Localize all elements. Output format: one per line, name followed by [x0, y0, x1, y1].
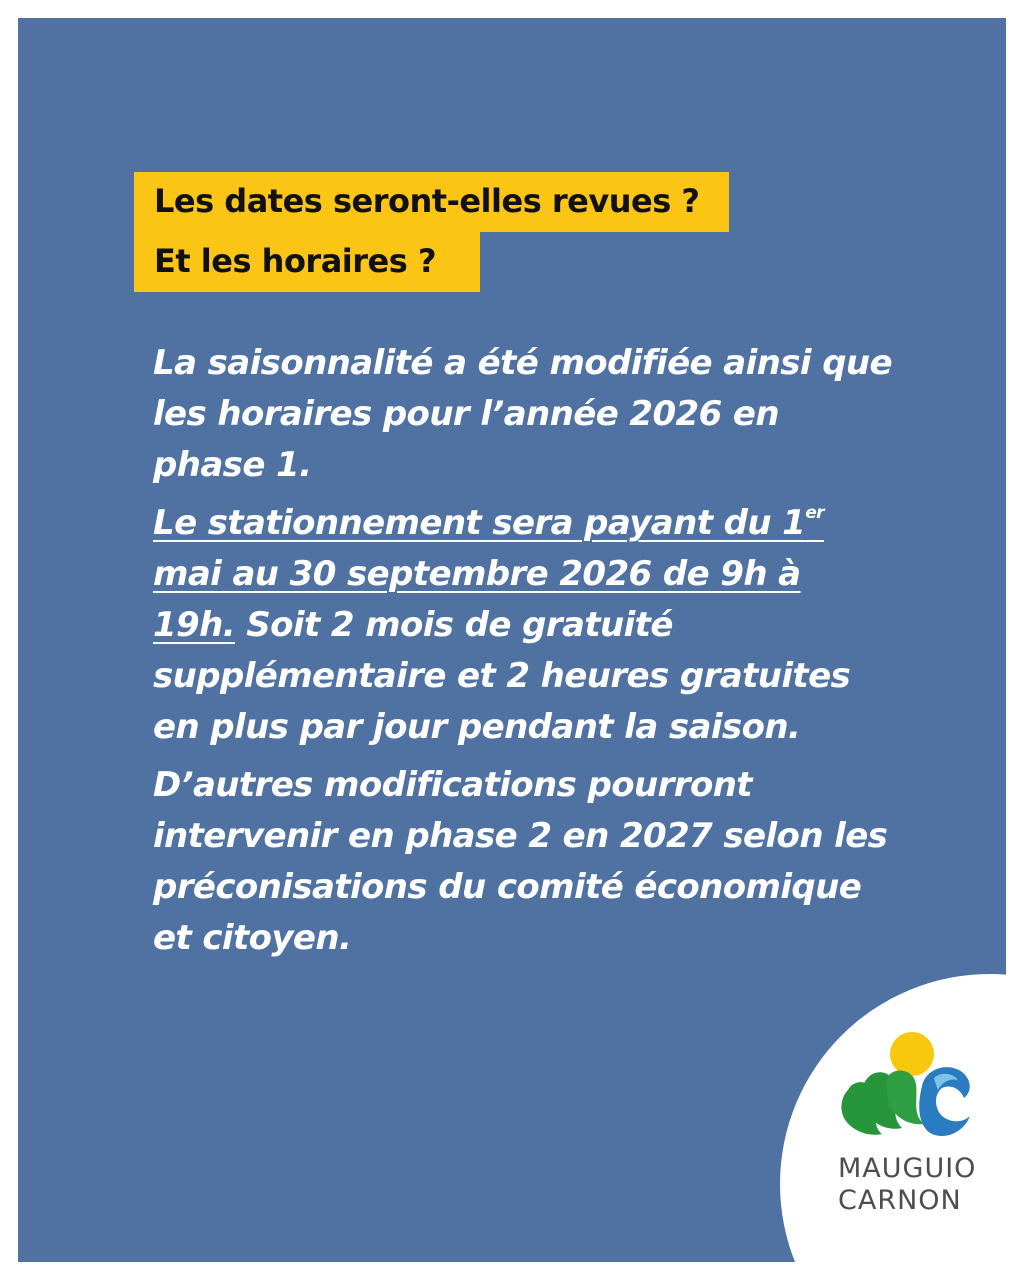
answer-text: [153, 338, 893, 971]
logo-line-2: CARNON: [838, 1185, 962, 1216]
heading-line-2: Et les horaires ?: [134, 232, 480, 292]
parking-benefits: Soit 2 mois de gratuité supplémentaire et 2 heures gratuites en plus par jour pendant la saison.: [153, 605, 851, 747]
paragraph-phase-2: D’autres modifications pourront intervenir en phase 2 en 2027 selon les préconisations du comité économique et citoyen.: [153, 765, 888, 958]
mauguio-carnon-logo: [836, 1028, 976, 1217]
sun-icon: [890, 1032, 934, 1076]
heading-line-1: Les dates seront-elles revues ?: [134, 172, 729, 232]
question-heading: [134, 172, 729, 292]
logo-line-1: MAUGUIO: [838, 1153, 977, 1184]
logo-emblem-icon: [836, 1028, 976, 1148]
paragraph-parking: [153, 498, 893, 753]
superscript-er: er: [805, 503, 824, 523]
paragraph-seasonality: La saisonnalité a été modifiée ainsi que les horaires pour l’année 2026 en phase 1.: [153, 343, 892, 485]
parking-period-start: Le stationnement sera payant du 1: [153, 503, 806, 543]
parking-period-end: mai au 30 septembre 2026 de 9h à 19h.: [153, 554, 801, 645]
logo-wordmark: [838, 1153, 976, 1217]
